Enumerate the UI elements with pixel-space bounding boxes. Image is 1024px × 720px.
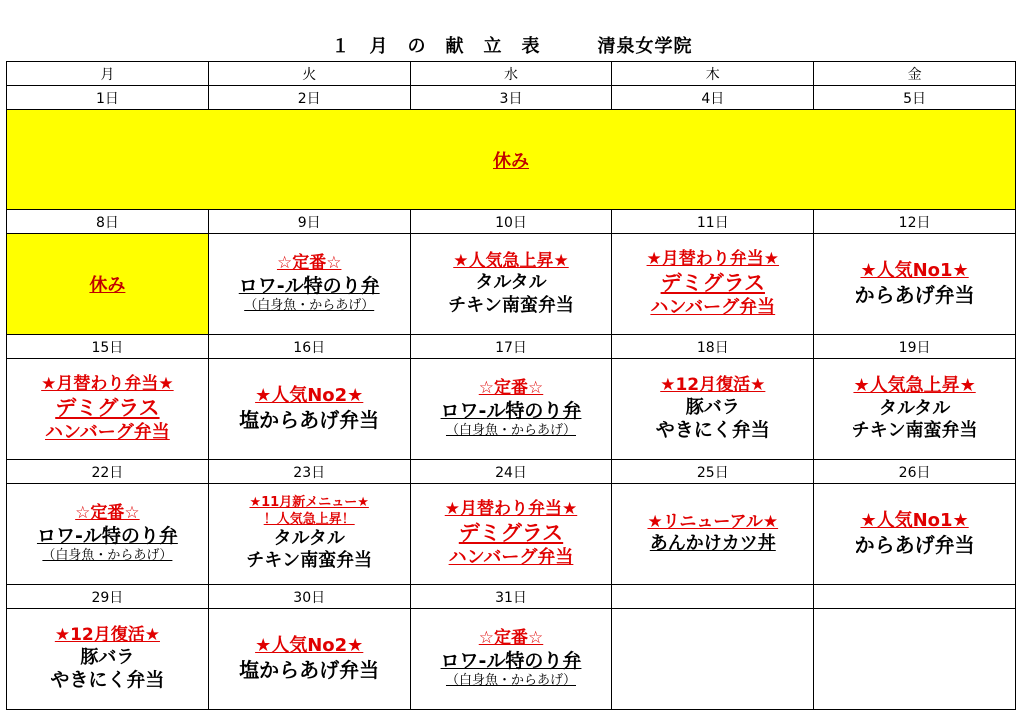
menu-cell <box>7 359 209 460</box>
date-cell <box>814 585 1016 609</box>
holiday-label: 休み <box>89 275 126 296</box>
menu-note: （白身魚・からあげ） <box>445 423 576 439</box>
menu-tag: ★人気No1★ <box>860 510 969 532</box>
date-cell: 5日 <box>814 86 1016 110</box>
menu-row <box>7 484 1016 585</box>
menu-tag: ☆定番☆ <box>75 503 140 524</box>
menu-cell <box>814 484 1016 585</box>
menu-cell <box>410 609 612 710</box>
menu-item: 豚バラ <box>685 396 740 418</box>
menu-note: （白身魚・からあげ） <box>445 673 576 689</box>
menu-item: デミグラス <box>660 271 765 296</box>
menu-cell <box>7 609 209 710</box>
date-row <box>7 86 1016 110</box>
holiday-cell <box>7 234 209 335</box>
menu-tag: ★12月復活★ <box>54 625 160 646</box>
menu-item: デミグラス <box>55 396 160 421</box>
menu-cell <box>612 359 814 460</box>
menu-cell <box>410 359 612 460</box>
holiday-cell <box>7 110 1016 210</box>
date-cell: 16日 <box>208 335 410 359</box>
menu-tag: ★11月新メニュー★ <box>249 495 369 511</box>
date-cell: 8日 <box>7 210 209 234</box>
menu-item: あんかけカツ丼 <box>649 533 776 555</box>
date-cell: 9日 <box>208 210 410 234</box>
menu-item: からあげ弁当 <box>854 282 975 307</box>
menu-item: ロワ-ル特のり弁 <box>440 399 582 422</box>
menu-tag: ★人気No2★ <box>255 385 364 407</box>
menu-tag-secondary: ！人気急上昇！ <box>263 511 355 527</box>
menu-note: （白身魚・からあげ） <box>42 548 173 564</box>
menu-item: ロワ-ル特のり弁 <box>440 649 582 672</box>
menu-tag: ★月替わり弁当★ <box>41 374 174 394</box>
menu-item: チキン南蛮弁当 <box>851 420 978 442</box>
date-cell: 12日 <box>814 210 1016 234</box>
menu-cell <box>814 359 1016 460</box>
menu-cell <box>612 484 814 585</box>
menu-calendar-table <box>6 61 1016 710</box>
date-cell: 26日 <box>814 460 1016 484</box>
date-cell: 23日 <box>208 460 410 484</box>
date-cell: 29日 <box>7 585 209 609</box>
menu-item: ハンバーグ弁当 <box>45 421 170 443</box>
empty-cell <box>612 609 814 710</box>
date-cell: 18日 <box>612 335 814 359</box>
empty-cell <box>814 609 1016 710</box>
menu-item: やきにく弁当 <box>50 669 165 691</box>
menu-row <box>7 609 1016 710</box>
weekday-header: 水 <box>410 62 612 86</box>
date-cell: 25日 <box>612 460 814 484</box>
menu-item: タルタル <box>273 527 345 549</box>
menu-tag: ☆定番☆ <box>478 628 544 649</box>
date-cell: 31日 <box>410 585 612 609</box>
menu-tag: ☆定番☆ <box>276 253 342 274</box>
holiday-row <box>7 110 1016 210</box>
date-row <box>7 460 1016 484</box>
menu-tag: ★リニューアル★ <box>647 512 779 533</box>
weekday-header: 木 <box>612 62 814 86</box>
date-row <box>7 335 1016 359</box>
date-cell: 4日 <box>612 86 814 110</box>
date-cell: 30日 <box>208 585 410 609</box>
weekday-header: 金 <box>814 62 1016 86</box>
date-cell: 19日 <box>814 335 1016 359</box>
menu-item: からあげ弁当 <box>854 532 975 557</box>
date-cell: 2日 <box>208 86 410 110</box>
date-cell: 10日 <box>410 210 612 234</box>
date-row <box>7 210 1016 234</box>
menu-tag: ★月替わり弁当★ <box>646 249 780 269</box>
menu-tag: ★人気No2★ <box>255 635 364 657</box>
menu-cell <box>208 359 410 460</box>
menu-row <box>7 234 1016 335</box>
menu-row <box>7 359 1016 460</box>
menu-tag: ★月替わり弁当★ <box>444 499 578 519</box>
date-cell: 1日 <box>7 86 209 110</box>
date-cell: 15日 <box>7 335 209 359</box>
weekday-header-row <box>7 62 1016 86</box>
menu-tag: ★人気急上昇★ <box>853 375 976 397</box>
menu-cell <box>814 234 1016 335</box>
date-cell <box>612 585 814 609</box>
date-row <box>7 585 1016 609</box>
date-cell: 3日 <box>410 86 612 110</box>
menu-item: ハンバーグ弁当 <box>448 546 574 568</box>
menu-item: デミグラス <box>458 521 564 546</box>
menu-item: 豚バラ <box>80 646 135 668</box>
menu-item: チキン南蛮弁当 <box>448 294 574 316</box>
date-cell: 11日 <box>612 210 814 234</box>
date-cell: 17日 <box>410 335 612 359</box>
menu-cell <box>410 234 612 335</box>
menu-item: ロワ-ル特のり弁 <box>238 274 380 297</box>
menu-tag: ★人気急上昇★ <box>453 250 569 271</box>
menu-cell <box>208 234 410 335</box>
menu-item: やきにく弁当 <box>655 419 770 441</box>
menu-tag: ★12月復活★ <box>660 375 766 396</box>
date-cell: 24日 <box>410 460 612 484</box>
menu-item: ロワ-ル特のり弁 <box>36 524 178 547</box>
menu-cell <box>7 484 209 585</box>
menu-cell <box>208 484 410 585</box>
menu-item: 塩からあげ弁当 <box>239 657 380 682</box>
menu-item: 塩からあげ弁当 <box>239 407 380 432</box>
menu-item: チキン南蛮弁当 <box>246 550 373 572</box>
menu-cell <box>612 234 814 335</box>
date-cell: 22日 <box>7 460 209 484</box>
menu-tag: ★人気No1★ <box>860 260 969 282</box>
weekday-header: 月 <box>7 62 209 86</box>
menu-item: ハンバーグ弁当 <box>650 296 776 318</box>
page-title: １ 月 の 献 立 表 清泉女学院 <box>331 36 693 57</box>
menu-tag: ☆定番☆ <box>478 378 544 399</box>
menu-cell <box>410 484 612 585</box>
menu-item: タルタル <box>475 272 547 294</box>
weekday-header: 火 <box>208 62 410 86</box>
menu-note: （白身魚・からあげ） <box>244 298 375 314</box>
menu-cell <box>208 609 410 710</box>
menu-item: タルタル <box>878 397 951 419</box>
holiday-label: 休み <box>493 150 529 172</box>
